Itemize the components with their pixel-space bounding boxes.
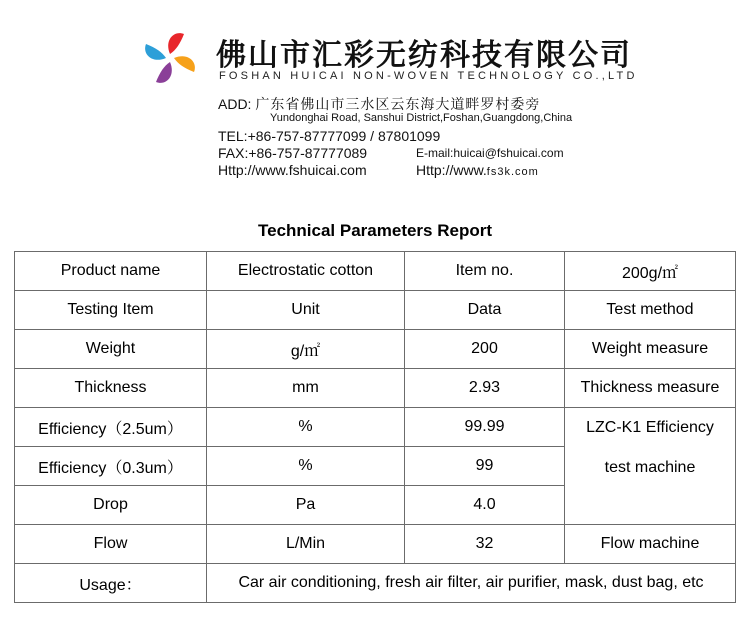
unit: % [207, 447, 405, 486]
usage-label: Usage： [15, 564, 207, 603]
table-row [15, 525, 736, 564]
column-header: Test method [565, 291, 736, 330]
parameters-table [14, 251, 736, 603]
website-1[interactable]: Http://www.fshuicai.com [218, 162, 367, 178]
test-method: Flow machine [565, 525, 736, 564]
company-logo [140, 28, 200, 88]
unit: g/㎡ [207, 330, 405, 369]
column-header: Unit [207, 291, 405, 330]
table-row [15, 252, 736, 291]
company-name-en: FOSHAN HUICAI NON-WOVEN TECHNOLOGY CO.,LTD [219, 70, 638, 82]
product-name-value: Electrostatic cotton [207, 252, 405, 291]
unit: % [207, 408, 405, 447]
column-header: Testing Item [15, 291, 207, 330]
data-value: 200 [405, 330, 565, 369]
address-line [218, 94, 540, 114]
test-method: Weight measure [565, 330, 736, 369]
usage-value: Car air conditioning, fresh air filter, air purifier, mask, dust bag, etc [207, 564, 736, 603]
unit: Pa [207, 486, 405, 525]
testing-item: Efficiency（2.5um） [15, 408, 207, 447]
table-row [15, 330, 736, 369]
test-method-line-1: LZC-K1 Efficiency [586, 419, 714, 436]
table-row [15, 408, 736, 447]
usage-row [15, 564, 736, 603]
data-value: 4.0 [405, 486, 565, 525]
testing-item: Flow [15, 525, 207, 564]
company-name-cn: 佛山市汇彩无纺科技有限公司 [216, 38, 632, 73]
tel-line: TEL:+86-757-87777099 / 87801099 [218, 128, 441, 144]
unit: L/Min [207, 525, 405, 564]
testing-item: Efficiency（0.3um） [15, 447, 207, 486]
testing-item: Weight [15, 330, 207, 369]
test-method: Thickness measure [565, 369, 736, 408]
website-2[interactable] [416, 162, 539, 178]
address-en: Yundonghai Road, Sanshui District,Foshan,Guangdong,China [270, 112, 573, 124]
item-no-label: Item no. [405, 252, 565, 291]
product-name-label: Product name [15, 252, 207, 291]
testing-item: Thickness [15, 369, 207, 408]
item-no-value: 200g/㎡ [565, 252, 736, 291]
fax-line: FAX:+86-757-87777089 [218, 145, 368, 161]
report-title: Technical Parameters Report [258, 221, 492, 240]
address-label: ADD: [218, 96, 252, 112]
website-2-suffix: fs3k.com [486, 166, 539, 178]
data-value: 99 [405, 447, 565, 486]
table-row [15, 369, 736, 408]
address-cn: 广东省佛山市三水区云东海大道畔罗村委旁 [255, 97, 541, 113]
testing-item: Drop [15, 486, 207, 525]
website-2-prefix: Http://www. [416, 162, 487, 178]
test-method-merged [565, 408, 736, 525]
test-method-line-2: test machine [604, 459, 696, 476]
data-value: 32 [405, 525, 565, 564]
data-value: 2.93 [405, 369, 565, 408]
data-value: 99.99 [405, 408, 565, 447]
column-header: Data [405, 291, 565, 330]
unit: mm [207, 369, 405, 408]
email-line: E-mail:huicai@fshuicai.com [416, 146, 564, 160]
table-header-row [15, 291, 736, 330]
